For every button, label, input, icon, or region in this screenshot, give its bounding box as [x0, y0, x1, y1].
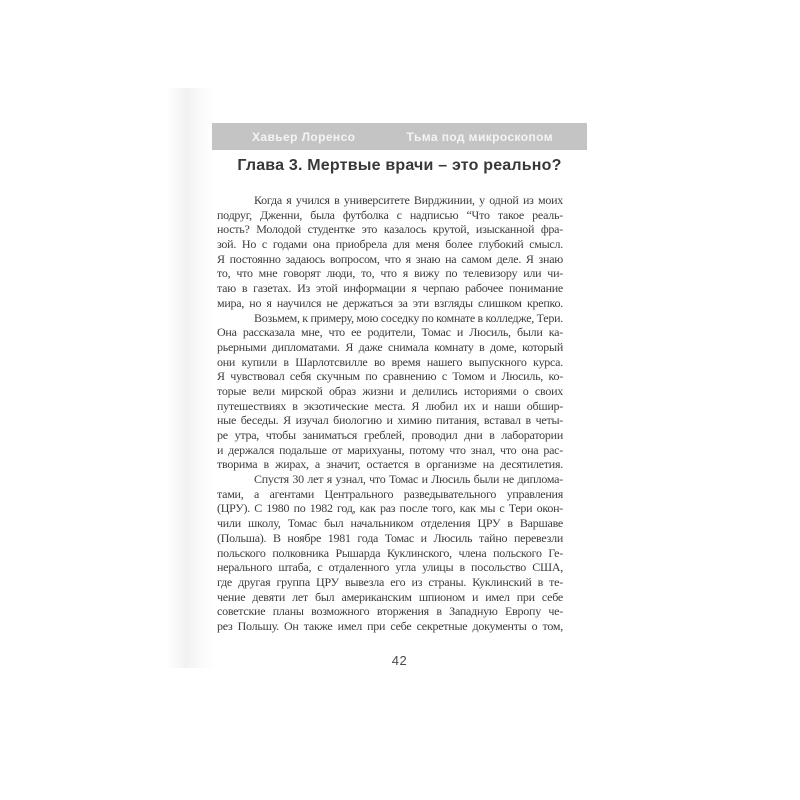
page-gutter-shadow: [166, 88, 216, 668]
body-line: и держался подальше от марихуаны, потому что знал, что она рас-: [217, 442, 563, 457]
body-line: ные беседы. Я изучал биологию и химию питания, вставал в четы-: [217, 413, 563, 428]
page-number: 42: [391, 653, 408, 668]
body-line: они купили в Шарлотсвилле во время нашего выпускного курса.: [217, 354, 563, 369]
body-line: советские планы возможного вторжения в Западную Европу че-: [217, 604, 563, 619]
body-line: польского полковника Рышарда Куклинского, члена польского Ге-: [217, 545, 563, 560]
body-line: (Польша). В ноябре 1981 года Томас и Люсиль тайно перевезли: [217, 530, 563, 545]
body-line: торые вели мирской образ жизни и делились историями о своих: [217, 383, 563, 398]
body-line: подруг, Дженни, была футболка с надписью “Что такое реаль-: [217, 207, 563, 222]
body-text: [217, 193, 563, 634]
body-line: где другая группа ЦРУ вывезла его из страны. Куклинский в те-: [217, 574, 563, 589]
body-line: зой. Но с годами она приобрела для меня более глубокий смысл.: [217, 237, 563, 252]
body-line: нерального штаба, с отдаленного угла улицы в посольство США,: [217, 560, 563, 575]
body-line: то, что мне говорят люди, то, что я вижу по телевизору или чи-: [217, 266, 563, 281]
body-line: творима в жирах, а значит, остается в организме на десятилетия.: [217, 457, 563, 472]
body-line: мира, но я научился не держаться за эти взгляды слишком крепко.: [217, 295, 563, 310]
body-line: рьерными дипломатами. Я даже снимала комнату в доме, который: [217, 339, 563, 354]
body-line: Когда я учился в университете Вирджинии, у одной из моих: [254, 193, 563, 207]
body-line: Я постоянно задаюсь вопросом, что я знаю на самом деле. Я знаю: [217, 251, 563, 266]
body-line: путешествиях в экзотические места. Я любил их и наши обшир-: [217, 398, 563, 413]
body-line: Я чувствовал себя скучным по сравнению с Томом и Люсиль, ко-: [217, 369, 563, 384]
body-line: таю в газетах. Из этой информации я черпаю рабочее понимание: [217, 281, 563, 296]
page-sheet: [212, 123, 587, 693]
body-line: (ЦРУ). С 1980 по 1982 год, как раз после того, как мы с Тери окон-: [217, 501, 563, 516]
chapter-heading: Глава 3. Мертвые врачи – это реально?: [237, 157, 562, 174]
body-line: чение девяти лет был американским шпионом и имел при себе: [217, 589, 563, 604]
body-line: Спустя 30 лет я узнал, что Томас и Люсиль были не диплома-: [254, 472, 563, 487]
running-header-book-title: Тьма под микроскопом: [406, 129, 553, 144]
running-header-author: Хавьер Лоренсо: [252, 129, 356, 144]
body-line: ность? Молодой студентке это казалось крутой, изысканной фра-: [217, 222, 563, 237]
body-line: ре утра, чтобы заниматься греблей, проводил дни в лаборатории: [217, 428, 563, 442]
body-line: тами, а агентами Центрального разведывательного управления: [217, 486, 563, 501]
body-line: рез Польшу. Он также имел при себе секретные документы о том,: [217, 618, 563, 633]
body-line: Она рассказала мне, что ее родители, Томас и Люсиль, были ка-: [217, 325, 563, 340]
body-line: Возьмем, к примеру, мою соседку по комнате в колледже, Тери.: [254, 310, 563, 325]
body-line: чили школу, Томас был начальником отделения ЦРУ в Варшаве: [217, 516, 563, 531]
running-header-bar: [212, 123, 587, 150]
